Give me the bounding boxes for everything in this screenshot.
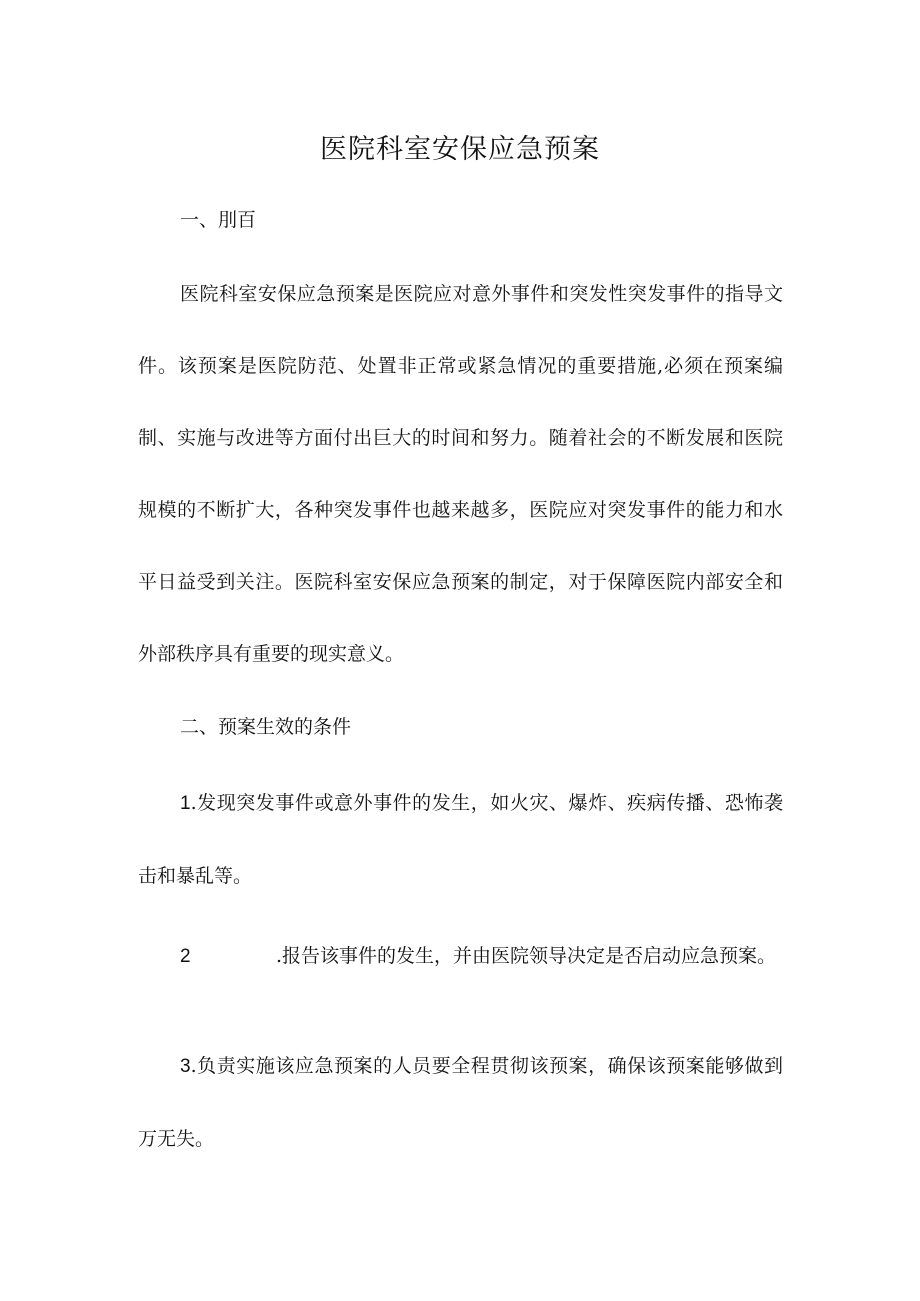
section-heading-preface: 一、刖百 — [180, 209, 257, 231]
item-text: .报告该事件的发生，并由医院领导决定是否启动应急预案。 — [276, 945, 777, 967]
section-heading-conditions: 二、预案生效的条件 — [180, 716, 352, 738]
document-title: 医院科室安保应急预案 — [320, 134, 600, 165]
item-text: .发现突发事件或意外事件的发生，如火灾、爆炸、疾病传播、恐怖袭击和暴乱等。 — [138, 792, 783, 887]
condition-item-2 — [138, 920, 783, 993]
preface-paragraph: 医院科室安保应急预案是医院应对意外事件和突发性突发事件的指导文件。该预案是医院防范、处置非正常或紧急情况的重要措施,必须在预案编制、实施与改进等方面付出巨大的时间和努力。随着社会的不断发展和医院规模的不断扩大，各种突发事件也越来越多，医院应对突发事件的能力和水平日益受到关注。医院科室安保应急预案的制定，对于保障医院内部安全和外部秩序具有重要的现实意义。 — [138, 283, 783, 665]
item-number: 3 — [180, 1056, 191, 1077]
item-number: 2 — [180, 946, 191, 967]
item-text: .负责实施该应急预案的人员要全程贯彻该预案，确保该预案能够做到万无失。 — [138, 1055, 783, 1150]
condition-item-1 — [138, 767, 783, 912]
item-number: 1 — [180, 793, 191, 814]
condition-item-3 — [138, 1030, 783, 1175]
